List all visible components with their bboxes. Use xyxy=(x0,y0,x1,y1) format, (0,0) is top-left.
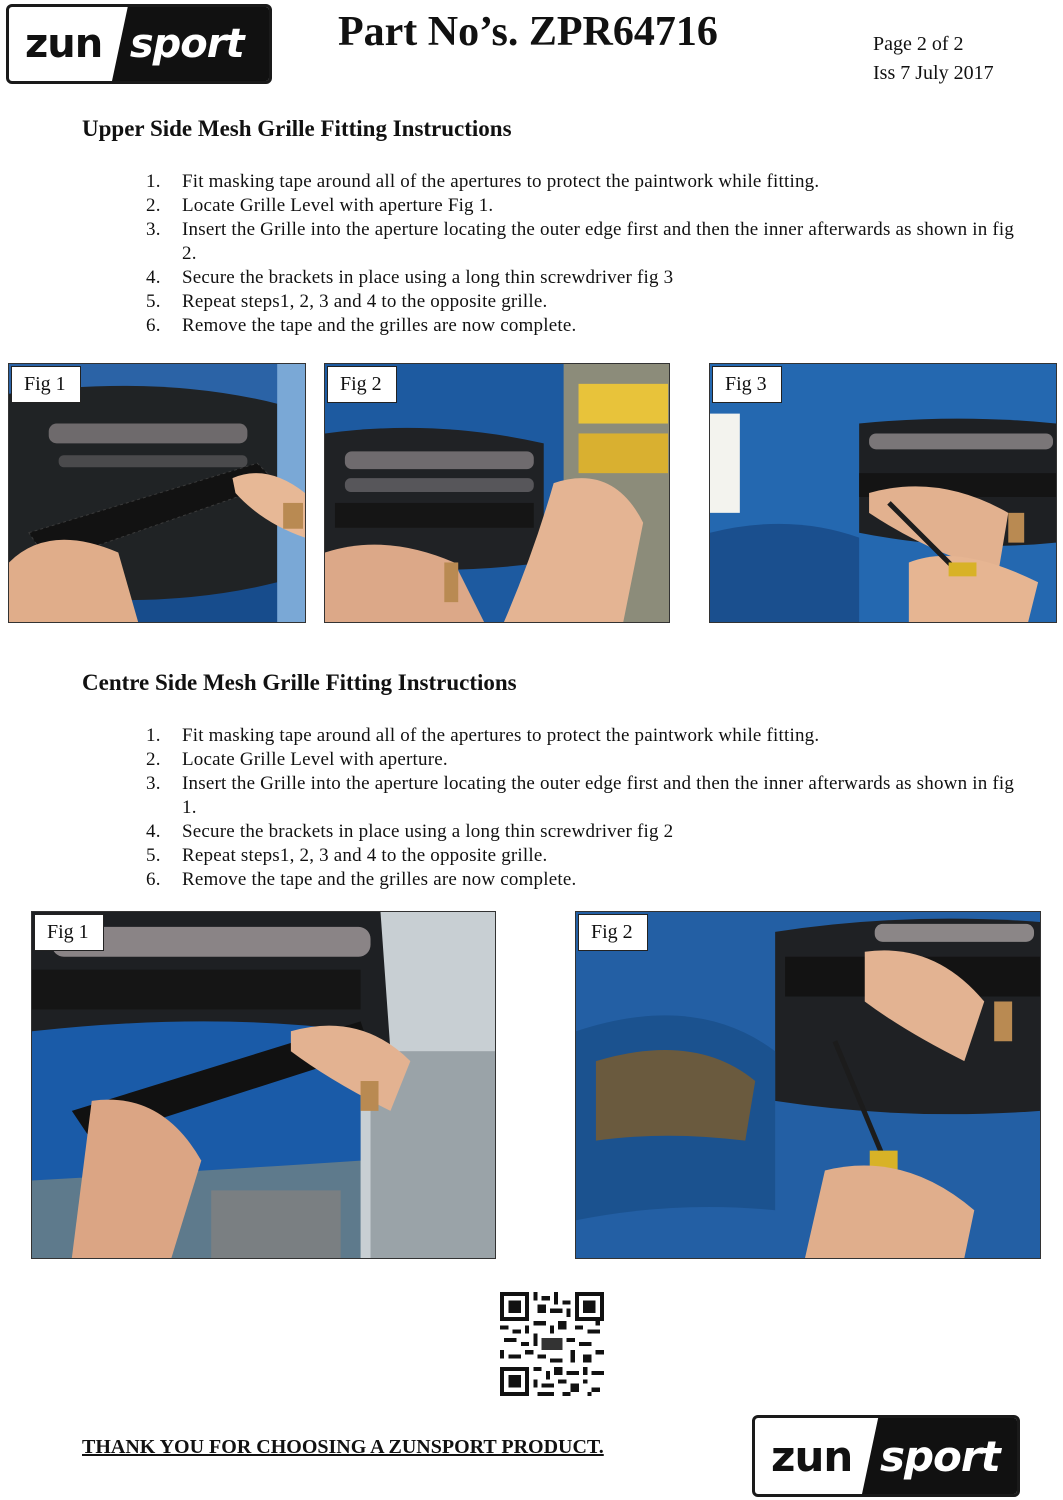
logo-sport-block xyxy=(862,1418,1020,1494)
step-text: Insert the Grille into the aperture locating the outer edge first and then the inner afterwards as shown in fig 2. xyxy=(182,219,1015,264)
figure-label: Fig 3 xyxy=(712,366,782,403)
part-number-title: Part No’s. ZPR64716 xyxy=(338,9,718,55)
figure-label: Fig 2 xyxy=(578,914,648,951)
thank-you-message: THANK YOU FOR CHOOSING A ZUNSPORT PRODUCT. xyxy=(82,1436,604,1458)
step-number: 3. xyxy=(146,773,161,794)
upper-steps-list xyxy=(146,170,1026,338)
step-text: Remove the tape and the grilles are now complete. xyxy=(182,315,577,336)
step-number: 3. xyxy=(146,219,161,240)
step-text: Fit masking tape around all of the apertures to protect the paintwork while fitting. xyxy=(182,725,820,746)
step-number: 4. xyxy=(146,267,161,288)
step-number: 2. xyxy=(146,749,161,770)
upper-fig-1-photo xyxy=(8,363,306,623)
qr-code-icon[interactable] xyxy=(500,1292,604,1396)
step-number: 4. xyxy=(146,821,161,842)
step-item xyxy=(146,266,1026,290)
page-number: Page 2 of 2 xyxy=(873,33,964,55)
step-text: Secure the brackets in place using a long thin screwdriver fig 2 xyxy=(182,821,674,842)
step-item xyxy=(146,314,1026,338)
step-item xyxy=(146,724,1026,748)
step-text: Insert the Grille into the aperture locating the outer edge first and then the inner afterwards as shown in fig 1. xyxy=(182,773,1015,818)
step-item xyxy=(146,290,1026,314)
step-text: Locate Grille Level with aperture. xyxy=(182,749,448,770)
step-text: Remove the tape and the grilles are now complete. xyxy=(182,869,577,890)
step-number: 6. xyxy=(146,315,161,336)
photo-centre-grille-fitting xyxy=(32,912,495,1258)
step-number: 2. xyxy=(146,195,161,216)
zunsport-logo xyxy=(6,4,272,84)
step-item xyxy=(146,844,1026,868)
logo-zun-text: zun xyxy=(25,21,103,67)
photo-centre-screwdriver xyxy=(576,912,1040,1258)
figure-label: Fig 1 xyxy=(11,366,81,403)
centre-fig-2-photo xyxy=(575,911,1041,1259)
step-item xyxy=(146,820,1026,844)
step-item xyxy=(146,218,1026,266)
page-info xyxy=(873,30,994,88)
step-item xyxy=(146,772,1026,820)
step-text: Secure the brackets in place using a long thin screwdriver fig 3 xyxy=(182,267,674,288)
upper-fig-2-photo xyxy=(324,363,670,623)
step-text: Repeat steps1, 2, 3 and 4 to the opposite grille. xyxy=(182,291,548,312)
figure-label: Fig 1 xyxy=(34,914,104,951)
step-item xyxy=(146,194,1026,218)
logo-sport-text: sport xyxy=(880,1431,1001,1481)
figure-label: Fig 2 xyxy=(327,366,397,403)
centre-fig-1-photo xyxy=(31,911,496,1259)
logo-sport-text: sport xyxy=(130,21,244,67)
step-text: Repeat steps1, 2, 3 and 4 to the opposite grille. xyxy=(182,845,548,866)
upper-fig-3-photo xyxy=(709,363,1057,623)
centre-steps-list xyxy=(146,724,1026,892)
issue-date: Iss 7 July 2017 xyxy=(873,62,994,84)
step-item xyxy=(146,868,1026,892)
zunsport-logo xyxy=(752,1415,1020,1497)
step-item xyxy=(146,170,1026,194)
step-number: 5. xyxy=(146,291,161,312)
step-number: 6. xyxy=(146,869,161,890)
step-text: Fit masking tape around all of the apertures to protect the paintwork while fitting. xyxy=(182,171,820,192)
logo-zun-text: zun xyxy=(771,1431,853,1481)
step-number: 5. xyxy=(146,845,161,866)
upper-section-heading: Upper Side Mesh Grille Fitting Instructions xyxy=(82,116,512,141)
centre-section-heading: Centre Side Mesh Grille Fitting Instructions xyxy=(82,670,517,695)
step-number: 1. xyxy=(146,725,161,746)
step-text: Locate Grille Level with aperture Fig 1. xyxy=(182,195,494,216)
step-number: 1. xyxy=(146,171,161,192)
logo-sport-block xyxy=(112,7,272,81)
step-item xyxy=(146,748,1026,772)
